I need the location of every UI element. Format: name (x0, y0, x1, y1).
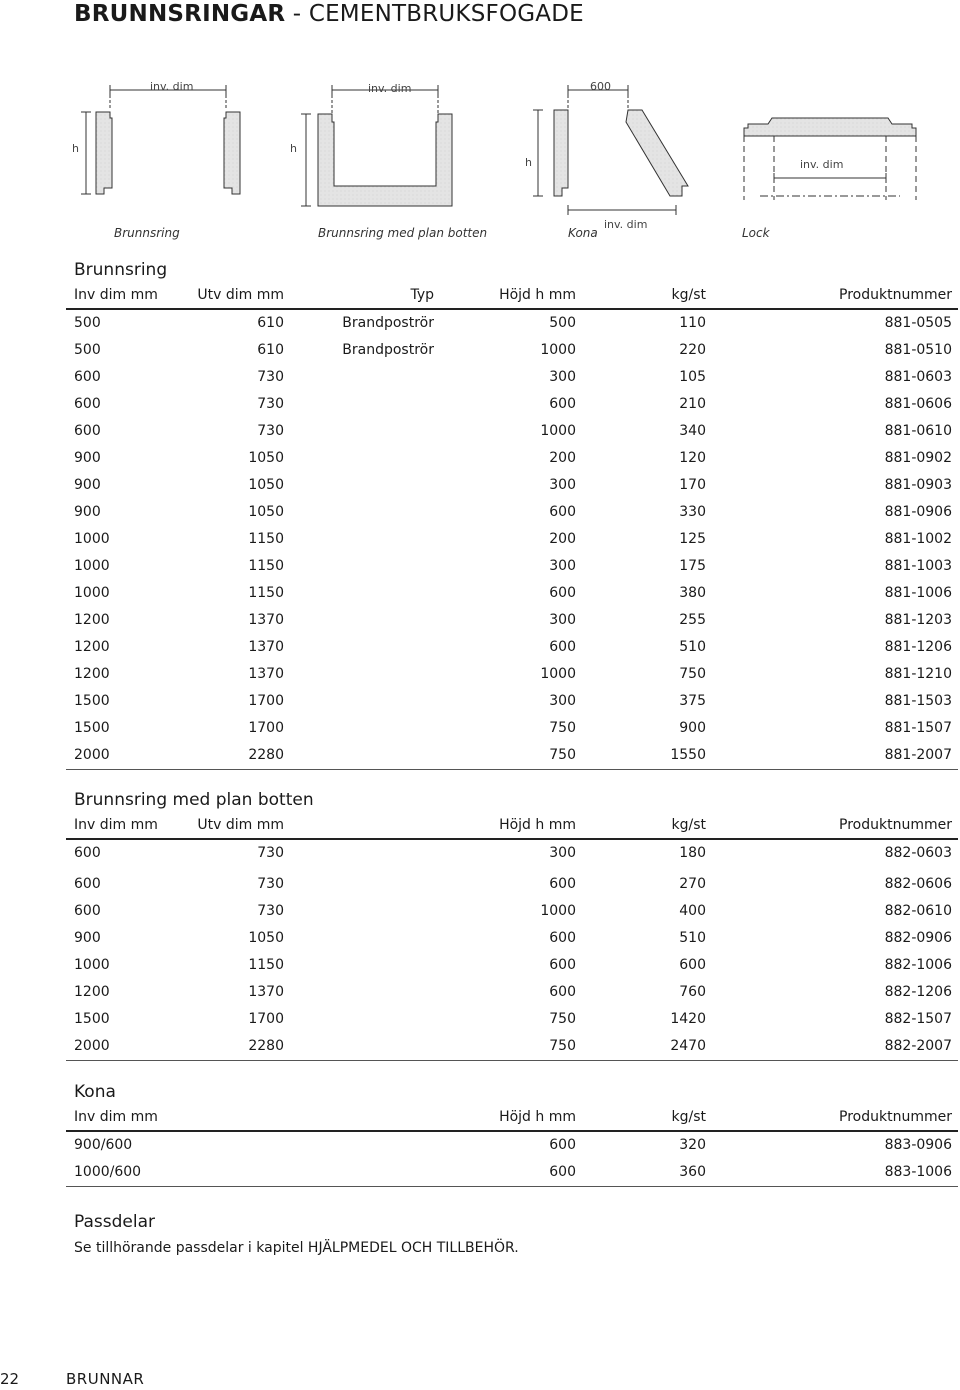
col-kg: kg/st (576, 1104, 706, 1131)
table-row (66, 742, 958, 770)
table-cell (284, 661, 434, 688)
table-cell (284, 364, 434, 391)
table-cell: 1050 (248, 504, 284, 520)
table-cell: 1000 (540, 423, 576, 439)
table-cell: 730 (257, 876, 284, 892)
plan-botten-inv-dim-label: inv. dim (368, 82, 412, 95)
table-cell: 600 (549, 930, 576, 946)
product-illustrations (0, 70, 960, 250)
col-hojd: Höjd h mm (434, 812, 576, 839)
table-cell: 1500 (74, 693, 110, 709)
table-cell: 882-0603 (884, 845, 952, 861)
table-cell: 1200 (74, 639, 110, 655)
table-cell: 600 (74, 396, 101, 412)
brunnsring-table (66, 282, 958, 770)
table-cell (284, 952, 434, 979)
table-cell: 2000 (66, 1033, 186, 1061)
table-row (66, 715, 958, 742)
table-cell: 900/600 (74, 1137, 133, 1153)
kona-heading: Kona (74, 1082, 116, 1102)
brunnsring-h-label: h (72, 142, 79, 155)
table-row (66, 472, 958, 499)
kona-drawing (533, 85, 688, 215)
table-cell (284, 418, 434, 445)
table-cell: 750 (549, 720, 576, 736)
table-cell: 882-2007 (706, 1033, 958, 1061)
page-title (74, 0, 584, 28)
brunnsring-rows (66, 309, 958, 770)
table-cell: 300 (549, 612, 576, 628)
table-row (66, 688, 958, 715)
table-cell: 750 (679, 666, 706, 682)
table-cell: 255 (679, 612, 706, 628)
table-cell: 105 (679, 369, 706, 385)
table-row (66, 1131, 958, 1159)
table-cell: 2470 (576, 1033, 706, 1061)
table-cell: 300 (549, 369, 576, 385)
table-cell (284, 580, 434, 607)
col-inv-dim: Inv dim mm (66, 1104, 186, 1131)
table-cell: 220 (679, 342, 706, 358)
table-cell (186, 1159, 284, 1187)
table-cell: 600 (679, 957, 706, 973)
col-typ: Typ (284, 282, 434, 309)
table-cell: 180 (679, 845, 706, 861)
table-cell: 510 (679, 930, 706, 946)
table-cell: 881-0606 (884, 396, 952, 412)
table-row (66, 1033, 958, 1061)
table-row (66, 634, 958, 661)
table-cell: 210 (679, 396, 706, 412)
table-row (66, 607, 958, 634)
table-cell: 610 (257, 342, 284, 358)
table-row (66, 839, 958, 867)
table-cell: 270 (679, 876, 706, 892)
table-cell: 882-1206 (884, 984, 952, 1000)
passdelar-note: Se tillhörande passdelar i kapitel HJÄLPMEDEL OCH TILLBEHÖR. (74, 1240, 519, 1256)
plan-botten-section (66, 788, 958, 1061)
col-empty (284, 812, 434, 839)
table-cell: 1050 (248, 930, 284, 946)
table-row (66, 952, 958, 979)
table-cell: 900 (74, 477, 101, 493)
table-cell (284, 839, 434, 867)
kona-h-label: h (525, 156, 532, 169)
table-cell (284, 1006, 434, 1033)
table-cell: 1500 (74, 720, 110, 736)
brunnsring-heading: Brunnsring (74, 260, 168, 280)
table-cell (284, 688, 434, 715)
table-cell: 125 (679, 531, 706, 547)
table-cell: 881-1507 (884, 720, 952, 736)
table-cell: 730 (257, 396, 284, 412)
brunnsring-section (66, 258, 958, 770)
table-cell: 600 (549, 504, 576, 520)
table-cell: 380 (679, 585, 706, 601)
table-cell: 881-1210 (884, 666, 952, 682)
table-cell: 881-0505 (884, 315, 952, 331)
table-row (66, 867, 958, 898)
table-cell: 881-1006 (884, 585, 952, 601)
table-cell: 1150 (248, 531, 284, 547)
table-cell: 1150 (248, 957, 284, 973)
col-inv-dim: Inv dim mm (66, 812, 186, 839)
kona-caption: Kona (568, 226, 598, 240)
table-row (66, 661, 958, 688)
table-cell: 881-0903 (884, 477, 952, 493)
kona-600-label: 600 (590, 80, 611, 93)
col-utv-dim: Utv dim mm (186, 812, 284, 839)
table-cell (284, 499, 434, 526)
table-cell: 500 (549, 315, 576, 331)
table-cell: 600 (74, 876, 101, 892)
col-empty (186, 1104, 284, 1131)
plan-botten-heading: Brunnsring med plan botten (74, 790, 314, 810)
table-cell: 600 (549, 876, 576, 892)
page-title-rest: - CEMENTBRUKSFOGADE (285, 1, 584, 27)
table-cell: 600 (549, 639, 576, 655)
table-cell: 1050 (248, 450, 284, 466)
passdelar-heading: Passdelar (74, 1212, 155, 1232)
table-row (66, 499, 958, 526)
table-cell: 881-1206 (884, 639, 952, 655)
plan-botten-table (66, 812, 958, 1061)
table-cell: 1000 (540, 666, 576, 682)
table-cell: 1370 (248, 666, 284, 682)
table-cell: 1000 (74, 531, 110, 547)
table-cell (284, 979, 434, 1006)
table-cell: 600 (74, 903, 101, 919)
table-row (66, 1006, 958, 1033)
table-cell: 1000 (540, 342, 576, 358)
table-cell: 610 (257, 315, 284, 331)
table-cell: 1050 (248, 477, 284, 493)
passdelar-section (66, 1210, 958, 1234)
brunnsring-drawing (81, 85, 240, 194)
table-cell: 1550 (576, 742, 706, 770)
table-cell: 750 (434, 742, 576, 770)
table-cell: 300 (549, 693, 576, 709)
table-cell (284, 607, 434, 634)
table-cell: 882-1507 (884, 1011, 952, 1027)
table-cell: 500 (74, 342, 101, 358)
table-row (66, 979, 958, 1006)
table-cell: 1370 (248, 612, 284, 628)
table-cell: 1150 (248, 585, 284, 601)
table-cell: 600 (434, 1159, 576, 1187)
col-inv-dim: Inv dim mm (66, 282, 186, 309)
table-cell: 600 (549, 984, 576, 1000)
table-row (66, 418, 958, 445)
table-cell: 200 (549, 450, 576, 466)
col-empty (284, 1104, 434, 1131)
table-cell: 1500 (74, 1011, 110, 1027)
table-cell: 600 (549, 585, 576, 601)
table-cell: 2280 (186, 1033, 284, 1061)
table-header-row (66, 812, 958, 839)
table-cell: 1420 (670, 1011, 706, 1027)
plan-botten-rows (66, 839, 958, 1061)
table-cell: 510 (679, 639, 706, 655)
table-row (66, 1159, 958, 1187)
table-cell (284, 1131, 434, 1159)
table-cell (284, 1159, 434, 1187)
lock-inv-dim-label: inv. dim (800, 158, 844, 171)
table-cell: 882-0606 (884, 876, 952, 892)
table-cell: 900 (74, 930, 101, 946)
table-cell: 300 (549, 477, 576, 493)
table-cell: 110 (679, 315, 706, 331)
kona-section (66, 1080, 958, 1187)
plan-botten-drawing (301, 85, 452, 206)
table-cell (284, 553, 434, 580)
table-cell: 900 (679, 720, 706, 736)
kona-rows (66, 1131, 958, 1187)
table-cell: 600 (74, 845, 101, 861)
table-cell: 120 (679, 450, 706, 466)
table-cell: 600 (549, 396, 576, 412)
table-cell: 900 (74, 450, 101, 466)
table-cell: 881-1203 (884, 612, 952, 628)
table-cell: 882-0610 (884, 903, 952, 919)
table-cell: 881-0510 (884, 342, 952, 358)
table-cell: 760 (679, 984, 706, 1000)
col-kg: kg/st (576, 812, 706, 839)
table-cell (284, 742, 434, 770)
page-title-bold: BRUNNSRINGAR (74, 1, 286, 27)
table-row (66, 391, 958, 418)
table-cell: 881-0610 (884, 423, 952, 439)
table-cell: 730 (257, 423, 284, 439)
table-cell: 200 (549, 531, 576, 547)
table-cell (284, 634, 434, 661)
col-produktnummer: Produktnummer (706, 812, 958, 839)
table-cell: 2280 (186, 742, 284, 770)
table-cell (284, 867, 434, 898)
col-kg: kg/st (576, 282, 706, 309)
table-cell: 1700 (248, 720, 284, 736)
table-cell: 330 (679, 504, 706, 520)
table-cell (284, 472, 434, 499)
table-cell (284, 898, 434, 925)
table-cell: 340 (679, 423, 706, 439)
table-cell: 1000 (540, 903, 576, 919)
table-cell (284, 391, 434, 418)
table-cell: 882-0906 (884, 930, 952, 946)
table-row (66, 553, 958, 580)
table-cell: 883-0906 (884, 1137, 952, 1153)
table-cell: 400 (679, 903, 706, 919)
table-cell: 375 (679, 693, 706, 709)
footer-section-name: BRUNNAR (66, 1370, 145, 1388)
col-produktnummer: Produktnummer (706, 282, 958, 309)
table-row (66, 526, 958, 553)
table-cell: 881-1003 (884, 558, 952, 574)
table-row (66, 925, 958, 952)
col-hojd: Höjd h mm (434, 282, 576, 309)
table-cell: 500 (74, 315, 101, 331)
table-cell: 600 (549, 1137, 576, 1153)
kona-inv-dim-label: inv. dim (604, 218, 648, 231)
table-cell: 881-2007 (706, 742, 958, 770)
plan-botten-caption: Brunnsring med plan botten (318, 226, 488, 240)
table-cell: 881-1002 (884, 531, 952, 547)
table-cell (186, 1131, 284, 1159)
table-header-row (66, 1104, 958, 1131)
table-cell: 883-1006 (706, 1159, 958, 1187)
table-cell: 600 (74, 423, 101, 439)
plan-botten-h-label: h (290, 142, 297, 155)
table-cell: 881-0906 (884, 504, 952, 520)
page-number: 22 (0, 1370, 20, 1388)
table-cell: 750 (549, 1011, 576, 1027)
table-cell: 881-1503 (884, 693, 952, 709)
table-row (66, 445, 958, 472)
table-cell: 1000 (74, 558, 110, 574)
col-utv-dim: Utv dim mm (186, 282, 284, 309)
col-produktnummer: Produktnummer (706, 1104, 958, 1131)
table-cell: 1000 (74, 585, 110, 601)
table-cell: 750 (434, 1033, 576, 1061)
table-row (66, 898, 958, 925)
table-cell: 730 (257, 903, 284, 919)
table-cell: 1700 (248, 693, 284, 709)
table-cell: 1700 (248, 1011, 284, 1027)
table-cell: 1200 (74, 984, 110, 1000)
table-cell: 175 (679, 558, 706, 574)
table-cell: Brandpoströr (342, 342, 434, 358)
col-hojd: Höjd h mm (434, 1104, 576, 1131)
table-row (66, 309, 958, 337)
table-row (66, 364, 958, 391)
table-cell: 2000 (66, 742, 186, 770)
table-row (66, 337, 958, 364)
table-cell (284, 526, 434, 553)
table-cell: 730 (257, 369, 284, 385)
table-cell: 1370 (248, 984, 284, 1000)
lock-caption: Lock (742, 226, 770, 240)
table-header-row (66, 282, 958, 309)
table-cell: 881-0603 (884, 369, 952, 385)
table-cell: 900 (74, 504, 101, 520)
table-cell: 600 (74, 369, 101, 385)
table-cell (284, 445, 434, 472)
table-row (66, 580, 958, 607)
table-cell: 600 (549, 957, 576, 973)
table-cell: 882-1006 (884, 957, 952, 973)
table-cell: 1200 (74, 612, 110, 628)
table-cell: 300 (549, 845, 576, 861)
table-cell (284, 715, 434, 742)
table-cell (284, 925, 434, 952)
table-cell (284, 1033, 434, 1061)
table-cell: 881-0902 (884, 450, 952, 466)
kona-table (66, 1104, 958, 1187)
table-cell: 1150 (248, 558, 284, 574)
table-cell: Brandpoströr (342, 315, 434, 331)
table-cell: 360 (576, 1159, 706, 1187)
table-cell: 1000/600 (66, 1159, 186, 1187)
table-cell: 320 (679, 1137, 706, 1153)
brunnsring-caption: Brunnsring (114, 226, 180, 240)
table-cell: 1370 (248, 639, 284, 655)
brunnsring-inv-dim-label: inv. dim (150, 80, 194, 93)
table-cell: 170 (679, 477, 706, 493)
table-cell: 300 (549, 558, 576, 574)
table-cell: 730 (257, 845, 284, 861)
table-cell: 1000 (74, 957, 110, 973)
table-cell: 1200 (74, 666, 110, 682)
